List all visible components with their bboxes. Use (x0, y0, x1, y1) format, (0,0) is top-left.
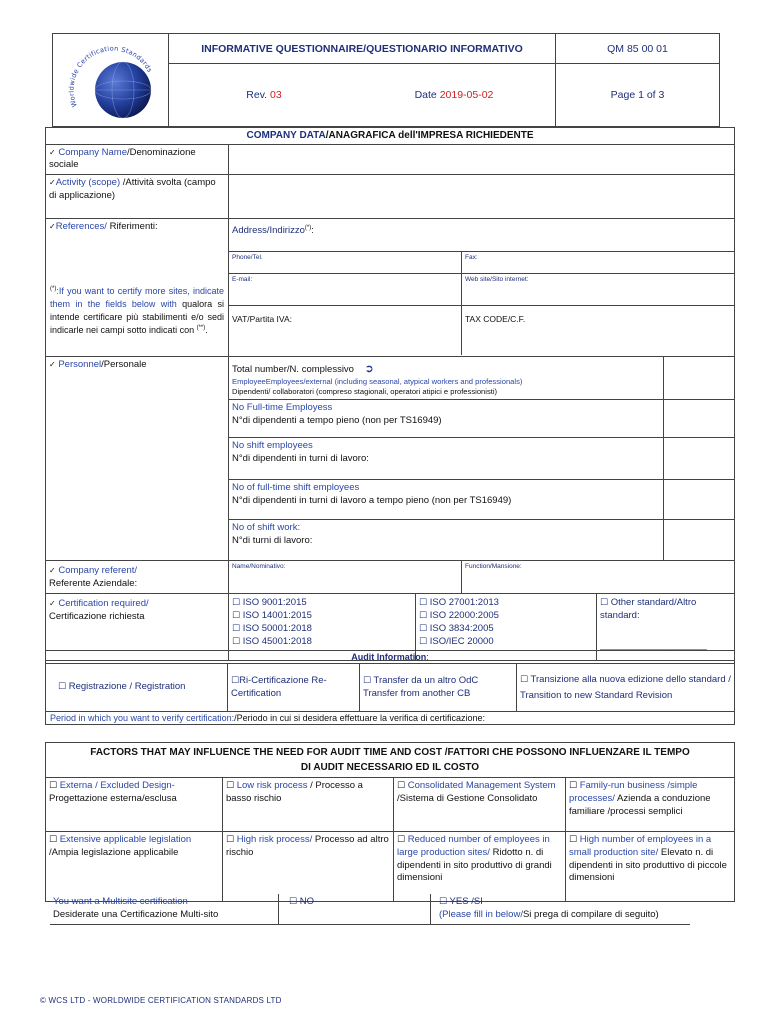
high-risk-option[interactable]: ☐ High risk process/ Processo ad altro rischio (223, 832, 394, 902)
transition-option[interactable]: ☐ Transizione alla nuova edizione dello standard / Transition to new Standard Revision (517, 664, 735, 712)
rev-date-cell (169, 64, 556, 127)
audit-info-title: Audit Information: (46, 651, 735, 664)
iso-option[interactable]: ☐ ISO 9001:2015 (232, 597, 307, 609)
total-employees-label: Total number/N. complessivo ➲ EmployeeEmployees/external (including seasonal, atypical workers and professionals) Dipendenti/ collaboratori (compreso stagionali, operatori atipici e professionisti) (229, 357, 664, 400)
fulltime-label: No Full-time Employess N°di dipendenti a tempo pieno (non per TS16949) (229, 400, 664, 438)
audit-info-table (45, 650, 735, 725)
phone-field[interactable]: Phone/Tel. (229, 251, 462, 273)
vat-field[interactable]: VAT/Partita IVA: (229, 305, 462, 355)
activity-label: ✓Activity (scope) /Attività svolta (campo di applicazione) (46, 175, 229, 219)
company-section-title: COMPANY DATA/ANAGRAFICA dell'IMPRESA RICHIEDENTE (46, 128, 735, 145)
recertification-option[interactable]: ☐Ri-Certificazione Re-Certification (228, 664, 360, 712)
svg-text:Worldwide Certification Standa: Worldwide Certification Standards (67, 44, 154, 109)
personnel-block (229, 357, 735, 561)
references-label: ✓References/ Riferimenti: (*):If you want to certify more sites, indicate them in the fields below with qualora si intende certificare più stabilimenti e/o sedi indicarle nei campi sotto indicati con (**). (46, 219, 229, 357)
website-field[interactable]: Web site/Sito internet: (462, 273, 735, 305)
total-employees-field[interactable] (664, 357, 735, 400)
header-table (52, 33, 720, 127)
multisite-question: You want a Multisite certification Desiderate una Certificazione Multi-sito (50, 894, 279, 924)
page-number: Page 1 of 3 (556, 64, 720, 127)
footer: © WCS LTD - WORLDWIDE CERTIFICATION STANDARDS LTD (40, 996, 282, 1005)
revision: Rev. 03 (246, 89, 282, 102)
referent-name-field[interactable]: Name/Nominativo: (229, 561, 462, 593)
multisite-yes-option[interactable]: ☐ YES /SI (Please fill in below/Si prega di compilare di seguito) (431, 894, 691, 924)
iso-option[interactable]: ☐ ISO 14001:2015 (232, 609, 312, 621)
multisite-table (50, 894, 690, 925)
iso-option[interactable]: ☐ ISO 45001:2018 (232, 635, 312, 647)
multisite-no-option[interactable]: ☐ NO (279, 894, 431, 924)
referent-function-field[interactable]: Function/Mansione: (465, 563, 522, 571)
iso-option[interactable]: ☐ ISO/IEC 20000 (419, 635, 494, 647)
wcs-logo (53, 34, 165, 126)
registration-option[interactable]: ☐ Registrazione / Registration (46, 664, 228, 712)
iso-option[interactable]: ☐ ISO 27001:2013 (419, 597, 499, 609)
iso-option[interactable]: ☐ ISO 22000:2005 (419, 609, 499, 621)
consolidated-ms-option[interactable]: ☐ Consolidated Management System /Sistema di Gestione Consolidato (394, 778, 566, 832)
transfer-option[interactable]: ☐ Transfer da un altro OdC Transfer from another CB (360, 664, 517, 712)
iso-option[interactable]: ☐ ISO 50001:2018 (232, 622, 312, 634)
other-standard-option[interactable]: ☐ Other standard/Altro standard: ________________________ (600, 597, 707, 650)
referent-block (229, 561, 735, 594)
shift-work-label: No of shift work: N°di turni di lavoro: (232, 522, 313, 547)
doc-title: INFORMATIVE QUESTIONNAIRE/QUESTIONARIO INFORMATIVO (169, 34, 556, 64)
reduced-employees-option[interactable]: ☐ Reduced number of employees in large production sites/ Ridotto n. di dipendenti in sito produttivo di grandi dimensioni (394, 832, 566, 902)
logo-cell (53, 34, 169, 127)
company-data-table (45, 127, 735, 661)
activity-field[interactable] (229, 175, 735, 219)
extensive-legislation-option[interactable]: ☐ Extensive applicable legislation /Ampia legislazione applicabile (46, 832, 223, 902)
shift-field[interactable] (664, 438, 735, 480)
fulltime-field[interactable] (664, 400, 735, 438)
address-block (229, 219, 735, 357)
family-business-option[interactable]: ☐ Family-run business /simple processes/ Azienda a conduzione familiare /processi semplici (566, 778, 735, 832)
date: Date 2019-05-02 (414, 89, 494, 102)
certification-label: ✓ Certification required/ Certificazione richiesta (46, 594, 229, 661)
ft-shift-label: No of full-time shift employees N°di dipendenti in turni di lavoro a tempo pieno (non per TS16949) (229, 480, 664, 520)
doc-code: QM 85 00 01 (556, 34, 720, 64)
referent-label: ✓ Company referent/ Referente Aziendale: (46, 561, 229, 594)
company-name-field[interactable] (229, 144, 735, 175)
tax-code-field[interactable]: TAX CODE/C.F. (465, 313, 526, 324)
multisite-note: (*):If you want to certify more sites, indicate them in the fields below with qualora si intende certificare più stabilimenti e/o sedi indicarle nei campi sotto indicati con (**). (50, 286, 224, 336)
factors-table (45, 742, 735, 902)
company-name-label: ✓ Company Name/Denominazione sociale (46, 144, 229, 175)
shift-work-field[interactable] (664, 520, 735, 560)
high-employees-option[interactable]: ☐ High number of employees in a small production site/ Elevato n. di dipendenti in sito produttivo di piccole dimensioni (566, 832, 735, 902)
email-field[interactable]: E-mail: (229, 273, 462, 305)
ft-shift-field[interactable] (664, 480, 735, 520)
address-field[interactable]: Address/Indirizzo(*): (229, 219, 734, 251)
external-design-option[interactable]: ☐ Externa / Excluded Design- Progettazione esterna/esclusa (46, 778, 223, 832)
iso-option[interactable]: ☐ ISO 3834:2005 (419, 622, 494, 634)
factors-heading: FACTORS THAT MAY INFLUENCE THE NEED FOR AUDIT TIME AND COST /FATTORI CHE POSSONO INFLUENZARE IL TEMPO DI AUDIT NECESSARIO ED IL COSTO (46, 743, 735, 778)
fax-field[interactable]: Fax: (462, 251, 735, 273)
personnel-label: ✓ Personnel/Personale (46, 357, 229, 561)
low-risk-option[interactable]: ☐ Low risk process / Processo a basso rischio (223, 778, 394, 832)
shift-label: No shift employees N°di dipendenti in turni di lavoro: (229, 438, 664, 480)
period-field[interactable]: Period in which you want to verify certification:/Periodo in cui si desidera effettuare la verifica di certificazione: (46, 712, 735, 725)
